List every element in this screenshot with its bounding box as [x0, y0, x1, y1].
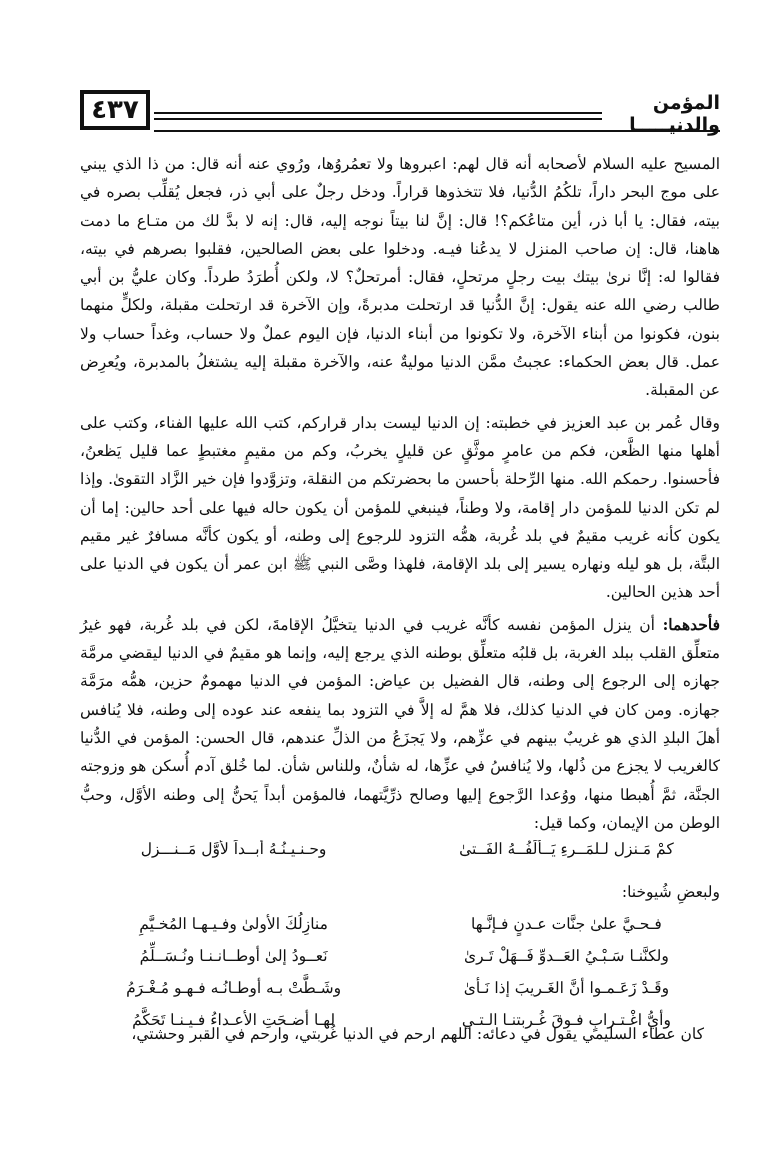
poem-intro: [80, 876, 756, 908]
verse-second-hemistich: نَعــودُ إلىٰ أوطــانـنـا ونُـسَــلِّمُ: [139, 947, 328, 965]
verse-second-hemistich: لهـا أضـحَتِ الأعـداءُ فـيـنـا تَحَكَّمُ: [132, 1011, 336, 1029]
verse-first-hemistich: وقَـدْ زَعَـمـوا أنَّ الغَـريبَ إذا نَـأىٰ: [463, 979, 670, 997]
paragraph: [80, 611, 720, 837]
main-text: [80, 150, 720, 837]
verse-second-hemistich: وشَـطَّتْ بـه أوطـانُـه فـهـو مُـغْـرَمُ: [126, 979, 342, 997]
page-number: ٤٣٧: [80, 90, 150, 130]
header-rule: [154, 112, 602, 114]
header-rule: [154, 118, 602, 120]
verse-first-hemistich: وأيُّ اغْـتـرابٍ فـوقَ غُـربتنـا الـتـي: [461, 1011, 671, 1029]
paragraph-text: أن ينزل المؤمن نفسه كأنَّه غريب في الدنيا يتخيَّلُ الإقامةَ، لكن في بلد غُربة، فهو غيرُ متعلِّق القلب ببلد الغربة، بل قلبُه متعلِّق بوطنه الذي يرجع إليه، وإنما هو مقيمٌ في الدنيا ليقضي مرمَّة جهازه إلى الرجوع إلى وطنه، قال الفضيل بن عياض: المؤمن في الدنيا مهمومٌ حزين، همُّه مرَمَّة جهازه. ومن كان في الدنيا كذلك، فلا همَّ له إلاَّ في التزود بما ينفعه عند عوده إلى وطنه، فلا يُنافس أهلَ البلدِ الذي هو غريبٌ بينهم في عزِّهم، ولا يَجزَعُ من الذلِّ عندهم، قال الحسن: المؤمن في الدُّنيا كالغريب لا يجزع من ذُلها، ولا يُنافسُ في عزِّها، له شأنٌ، وللناس شأن. لما خُلق آدم أُسكن هو وزوجته الجنَّة، ثمَّ أُهبطا منها، ووُعدا الرَّجوع إليها وصالح ذرِّيَّتهما، فالمؤمن أبداً يَحنُّ إلى وطنه الأوَّل، وحبُّ الوطن من الإيمان، وكما قيل:: [80, 615, 720, 832]
verse-first-hemistich: فـحـيَّ علىٰ جنَّات عـدنٍ فـإنَّـها: [471, 915, 662, 933]
paragraph-text: وقال عُمر بن عبد العزيز في خطبته: إن الدنيا ليست بدار قراركم، كتب الله عليها الفناء، وكتب على أهلها منها الظَّعن، فكم من عامرٍ موثَّقٍ عن قليلٍ يخربُ، وكم من مقيمٍ مغتبطٍ عما قليل يَظعنُ، فأحسنوا. رحمكم الله. منها الرِّحلة بأحسن ما بحضرتكم من النقلة، وتزوَّدوا فإن خير الزَّاد التقوىٰ. وإذا لم تكن الدنيا للمؤمن دار إقامة، ولا وطناً، فينبغي للمؤمن أن يكون حاله فيها على أحد حالين: إما أن يكون كأنه غريب مقيمٌ في بلد غُربة، همُّه التزود للرجوع إلى وطنه، أو يكون كأنَّه مسافرٌ غير مقيم البتَّة، بل هو ليله ونهاره يسير إلى بلد الإقامة، فلهذا وصَّى النبي ﷺ ابن عمر أن يكون في الدنيا على أحد هذين الحالين.: [80, 413, 720, 602]
paragraph: [80, 150, 720, 405]
paragraph-text: المسيح عليه السلام لأصحابه أنه قال لهم: اعبروها ولا تعمُروُها، ورُوي عنه أنه قال: من ذا الذي يبني على موج البحر داراً، تلكُمُ الدُّنيا، فلا تتخذوها قراراً. ودخل رجلٌ على أبي ذر، فجعل يُقلِّب بصره في بيته، فقال: يا أبا ذر، أين متاعُكم؟! قال: إنَّ لنا بيتاً نوجه إليه، قال: إنه لا بدَّ لك من متـاع ما دمت هاهنا، قال: إن صاحب المنزل لا يدعُنا فيـه. ودخلوا على بعض الصالحين، فقلبوا بصرهم في بيته، فقالوا له: إنَّا نرىٰ بيتك بيت رجلٍ مرتحلٍ، فقال: أمرتحلٌ؟ لا، ولكن أُطرَدُ طرداً. وكان عليُّ بن أبي طالب رضي الله عنه يقول: إنَّ الدُّنيا قد ارتحلت مدبرةً، وإن الآخرة قد ارتحلت مقبلة، ولكلٍّ منهما بنون، فكونوا من أبناء الآخرة، ولا تكونوا من أبناء الدنيا، فإن اليوم عملٌ ولا حساب، وغداً حساب ولا عمل. قال بعض الحكماء: عجبتُ ممَّن الدنيا موليةٌ عنه، والآخرة مقبلة إليه يشتغلُ بالمدبرة، ويُعرِض عن المقبلة.: [80, 155, 720, 400]
poem-verse: [80, 840, 720, 858]
verse-first-hemistich: ولكنَّنـا سَـبْـيُ العَــدوِّ فَــهَلْ تَـرىٰ: [463, 947, 669, 965]
closing-line: كان عطاء السليمي يقول في دعائه: اللهم ارحم في الدنيا غُربتي، وارحم في القبر وحشتي،: [131, 1025, 704, 1043]
verse-line: [80, 972, 720, 1004]
verse-second-hemistich: وحـنـيـنُـهُ أبــداً لأوَّل مَــنـــزِلِ: [140, 840, 327, 858]
running-title: المؤمن والدنيـــــا: [629, 92, 720, 136]
poem-intro-text: ولبعضِ شُيوخنا:: [621, 883, 720, 901]
verse-line: [80, 840, 720, 858]
page-header: [80, 86, 720, 138]
verse-line: [80, 908, 720, 940]
paragraph: [80, 409, 720, 607]
poem-block: [80, 876, 720, 1036]
paragraph-lead: فأحدهما:: [662, 614, 720, 634]
verse-first-hemistich: كمْ مَـنزِل لـلمَــرءِ يَــألَفُــهُ الفَــتىٰ: [459, 840, 674, 858]
verse-second-hemistich: منازِلُكَ الأولىٰ وفـيـهـا المُخـيَّمِ: [139, 915, 328, 933]
verse-line: [80, 940, 720, 972]
